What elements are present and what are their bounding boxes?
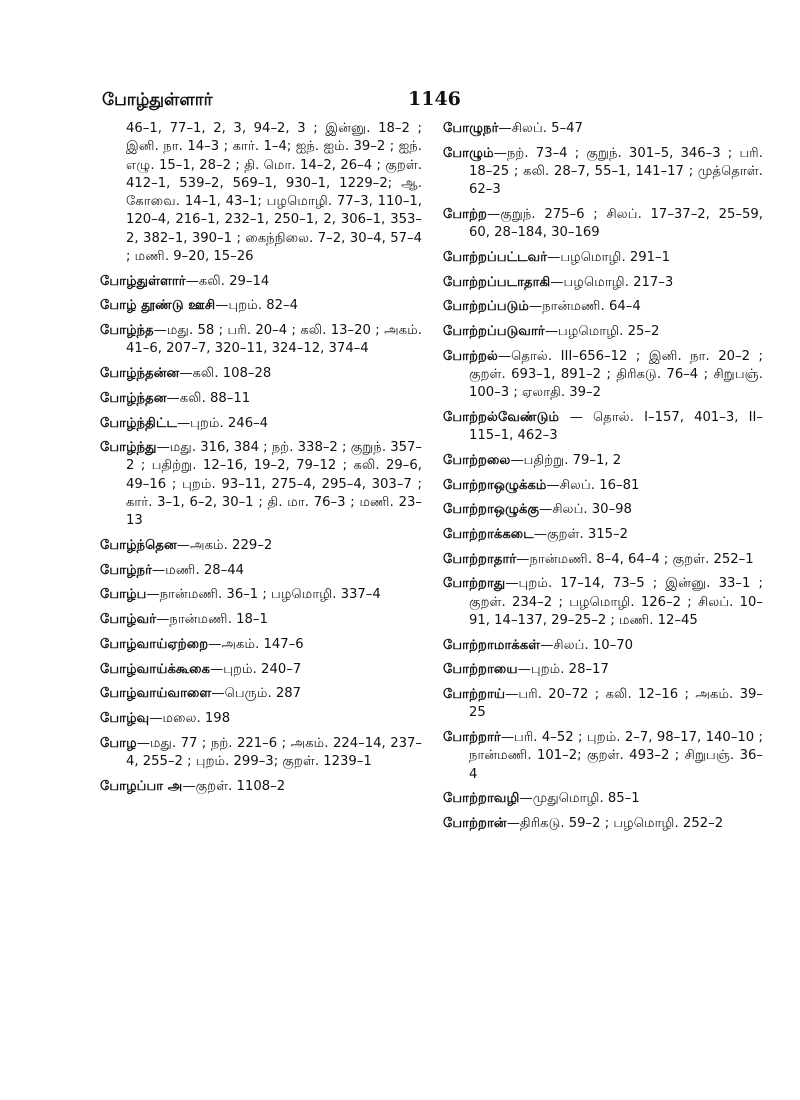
right-column	[443, 120, 763, 840]
entry-references: —புறம். 240–7	[210, 661, 302, 677]
entry-references: —பழமொழி. 25–2	[544, 324, 660, 340]
entry-references: —கலி. 108–28	[179, 366, 272, 382]
entry-headword: போழும்	[443, 145, 494, 161]
index-entry	[100, 685, 422, 703]
entry-references: —புறம். 28–17	[517, 662, 609, 678]
index-entry	[100, 273, 422, 291]
index-entry	[100, 562, 422, 580]
running-head: போழ்துள்ளார்	[102, 90, 213, 110]
entry-headword: போழ்துள்ளார்	[100, 273, 186, 289]
entry-headword: போற்றப்படுவார்	[443, 324, 545, 340]
entry-headword: போழ்வாய்க்கூகை	[100, 661, 211, 677]
entry-references: —குறுந். 275–6 ; சிலப். 17–37–2, 25–59, 60, 28–184, 30–169	[469, 206, 763, 241]
entry-references: —புறம். 17–14, 73–5 ; இன்னு. 33–1 ; குறள். 234–2 ; பழமொழி. 126–2 ; சிலப். 10–91, 14–137, 29–25–2 ; மணி. 12–45	[469, 576, 763, 628]
index-entry	[100, 586, 422, 604]
entry-references: —நற். 73–4 ; குறுந். 301–5, 346–3 ; பரி. 18–25 ; கலி. 28–7, 55–1, 141–17 ; முத்தொள். 62–3	[469, 145, 763, 198]
entry-headword: போற்றார்	[443, 730, 501, 746]
entry-headword: போற்றல்வேண்டும்	[443, 409, 570, 425]
entry-references: —பரி. 20–72 ; கலி. 12–16 ; அகம். 39–25	[469, 687, 763, 721]
entry-references: —மலை. 198	[149, 710, 231, 726]
entry-references: —நான்மணி. 8–4, 64–4 ; குறள். 252–1	[516, 551, 754, 567]
entry-references: — தொல். I–157, 401–3, II–115–1, 462–3	[469, 409, 764, 444]
entry-references: —அகம். 147–6	[208, 636, 304, 652]
entry-references: —அகம். 229–2	[176, 538, 273, 554]
index-entry	[100, 735, 422, 772]
entry-headword: போழ்ந்திட்ட	[100, 415, 177, 431]
entry-references: —மது. 77 ; நற். 221–6 ; அகம். 224–14, 237–4, 255–2 ; புறம். 299–3; குறள். 1239–1	[126, 735, 422, 769]
entry-references: —பழமொழி. 291–1	[547, 249, 671, 265]
entry-headword: போற்றாக்கடை	[443, 527, 534, 543]
index-entry	[443, 526, 763, 544]
index-entry	[443, 686, 763, 723]
entry-headword: போற்றாமாக்கள்	[443, 637, 541, 653]
index-entry	[443, 790, 763, 808]
entry-headword: போற்றல்	[443, 348, 498, 364]
entry-references: —நான்மணி. 36–1 ; பழமொழி. 337–4	[146, 587, 381, 603]
entry-headword: போழ	[100, 735, 137, 751]
entry-headword: போழ்ந்து	[100, 440, 157, 456]
entry-references: —திரிகடு. 59–2 ; பழமொழி. 252–2	[506, 816, 724, 832]
entry-headword: போழப்பா அ	[100, 778, 183, 794]
index-entry	[100, 710, 422, 728]
index-entry	[100, 537, 422, 555]
index-entry	[443, 575, 763, 630]
entry-headword: போற்றாது	[443, 576, 506, 592]
index-entry	[443, 729, 763, 784]
entry-headword: போற்றாதார்	[443, 551, 517, 567]
entry-headword: போற்றான்	[443, 816, 507, 832]
entry-references: —பெரும். 287	[211, 686, 302, 702]
entry-headword: போழ்ந்தன்ன	[100, 366, 180, 382]
index-entry	[443, 298, 763, 316]
entry-headword: போற்றப்பட்டவர்	[443, 249, 548, 265]
entry-headword: போற்ற	[443, 206, 488, 222]
entry-references: —முதுமொழி. 85–1	[519, 791, 640, 807]
index-entry	[443, 120, 763, 138]
entry-headword: போழ்வாய்ஏற்றை	[100, 636, 209, 652]
index-entry	[100, 778, 422, 796]
index-entry	[443, 551, 763, 569]
index-entry	[443, 477, 763, 495]
index-entry	[443, 501, 763, 519]
entry-references: —பதிற்று. 79–1, 2	[510, 452, 622, 468]
entry-headword: போற்றாஒழுக்கு	[443, 502, 540, 518]
index-entry	[100, 439, 422, 530]
index-entry	[443, 637, 763, 655]
entry-headword: போற்றாஒழுக்கம்	[443, 477, 547, 493]
entry-headword: போழுநர்	[443, 121, 499, 136]
index-entry	[443, 323, 763, 341]
index-entry	[100, 120, 422, 266]
left-column	[100, 120, 422, 802]
entry-references: —பழமொழி. 217–3	[550, 274, 674, 290]
index-entry	[443, 661, 763, 679]
index-entry	[443, 409, 763, 446]
index-entry	[100, 365, 422, 383]
entry-references: —மணி. 28–44	[152, 562, 244, 578]
index-entry	[443, 452, 763, 470]
entry-headword: போற்றாயை	[443, 662, 518, 678]
index-entry	[443, 348, 763, 403]
index-entry	[100, 611, 422, 629]
page-number: 1146	[408, 88, 461, 110]
index-entry	[100, 636, 422, 654]
entry-references: —சிலப். 5–47	[498, 121, 583, 136]
entry-headword: போற்றாவழி	[443, 791, 520, 807]
entry-headword: போற்றப்படாதாகி	[443, 274, 551, 290]
entry-headword: போழ்நர்	[100, 562, 153, 578]
entry-references: —குறள். 315–2	[533, 527, 629, 543]
entry-headword: போழ்ப	[100, 587, 147, 603]
index-entry	[100, 415, 422, 433]
entry-references: —நான்மணி. 18–1	[156, 612, 268, 628]
entry-references: —கலி. 29–14	[185, 273, 270, 289]
entry-headword: போற்றலை	[443, 452, 511, 468]
index-entry	[100, 661, 422, 679]
entry-headword: போழ்வு	[100, 710, 150, 726]
entry-references: —தொல். III–656–12 ; இனி. நா. 20–2 ; குறள். 693–1, 891–2 ; திரிகடு. 76–4 ; சிறுபஞ். 100–3 ; ஏலாதி. 39–2	[469, 348, 763, 401]
index-entry	[443, 145, 763, 200]
entry-headword: போற்றப்படும்	[443, 299, 530, 315]
entry-headword: போழ்ந்த	[100, 323, 154, 339]
entry-headword: போழ்வர்	[100, 612, 157, 628]
entry-references: —குறள். 1108–2	[182, 778, 286, 794]
entry-references: —சிலப். 10–70	[540, 637, 634, 653]
entry-headword: போழ் தூண்டு ஊசி	[100, 298, 216, 314]
index-entry	[100, 297, 422, 315]
index-entry	[443, 274, 763, 292]
entry-headword: போழ்வாய்வாளை	[100, 686, 212, 702]
entry-references: —நான்மணி. 64–4	[529, 299, 641, 315]
entry-references: —மது. 316, 384 ; நற். 338–2 ; குறுந். 357–2 ; பதிற்று. 12–16, 19–2, 79–12 ; கலி. 29–6, 49–16 ; புறம். 93–11, 275–4, 295–4, 303–7 ; கார். 3–1, 6–2, 30–1 ; தி. மா. 76–3 ; மணி. 23–13	[126, 440, 422, 529]
entry-references: —மது. 58 ; பரி. 20–4 ; கலி. 13–20 ; அகம். 41–6, 207–7, 320–11, 324–12, 374–4	[126, 323, 422, 357]
entry-references: —கலி. 88–11	[166, 390, 251, 406]
index-entry	[443, 249, 763, 267]
entry-references: —புறம். 82–4	[215, 298, 298, 314]
entry-headword: போழ்ந்தென	[100, 538, 177, 554]
entry-references: —புறம். 246–4	[176, 415, 269, 431]
entry-references: —சிலப். 30–98	[539, 502, 632, 518]
entry-headword: போற்றாய்	[443, 687, 506, 703]
index-entry	[100, 390, 422, 408]
index-entry	[443, 206, 763, 243]
index-entry	[100, 322, 422, 359]
entry-references: —சிலப். 16–81	[546, 477, 640, 493]
entry-references: —பரி. 4–52 ; புறம். 2–7, 98–17, 140–10 ; நான்மணி. 101–2; குறள். 493–2 ; சிறுபஞ். 36–4	[469, 730, 763, 782]
entry-references: 46–1, 77–1, 2, 3, 94–2, 3 ; இன்னு. 18–2 ; இனி. நா. 14–3 ; கார். 1–4; ஐந். ஐம். 39–2 ; ஐந். எழு. 15–1, 28–2 ; தி. மொ. 14–2, 26–4 ; குறள். 412–1, 539–2, 569–1, 930–1, 1229–2; ஆ. கோவை. 14–1, 43–1; பழமொழி. 77–3, 110–1, 120–4, 216–1, 232–1, 250–1, 2, 306–1, 353–2, 382–1, 390–1 ; கைந்நிலை. 7–2, 30–4, 57–4 ; மணி. 9–20, 15–26	[126, 121, 422, 265]
index-entry	[443, 815, 763, 833]
entry-headword: போழ்ந்தன	[100, 390, 167, 406]
